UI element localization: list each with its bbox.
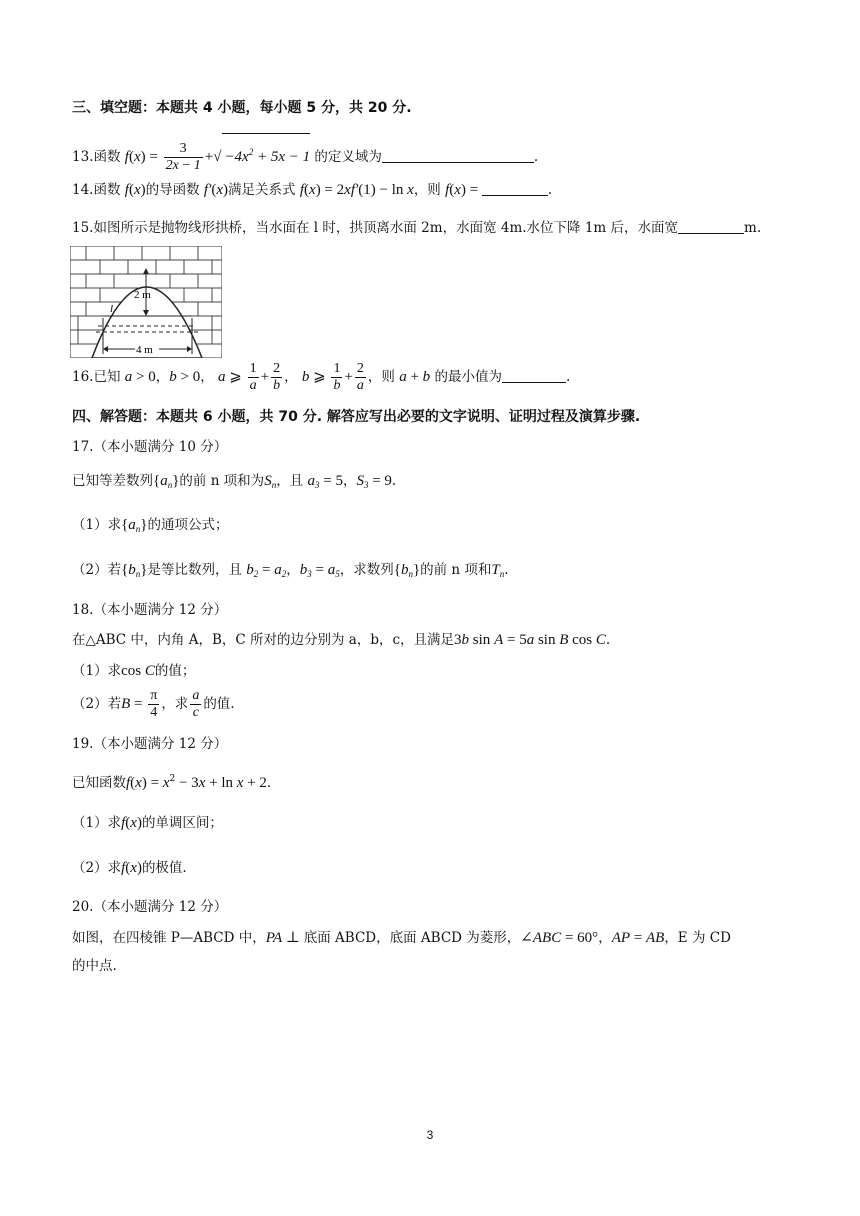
question-13: 13.函数 f(x) = $\frac{3}{2x - 1}$ +√ $-4x^2 + 5x - 1$ 的定义域为 . — [72, 133, 538, 175]
q15-unit: m. — [744, 220, 762, 236]
section4-heading: 四、解答题：本题共 6 小题，共 70 分. 解答应写出必要的文字说明、证明过程及演算步骤. — [72, 409, 641, 425]
q17-part2: （2）若$\{b_n\}$是等比数列，且 $b_2 = a_2$，$b_3 = a_5$，求数列$\{b_n\}$的前 n 项和$T_n$. — [72, 562, 509, 579]
q13-prefix: 函数 — [93, 149, 121, 165]
q19-header: 19.（本小题满分 12 分） — [72, 736, 228, 752]
q18-part2-c: 的值. — [203, 696, 235, 712]
q16-number: 16. — [72, 369, 94, 385]
q19-part1-b: 的单调区间； — [141, 815, 223, 831]
q20-line2: 的中点. — [72, 958, 117, 974]
q19-part2-b: 的极值. — [141, 860, 187, 876]
q14-text-3: ，则 — [413, 182, 441, 198]
q20-line1-b: 底面 ABCD，底面 ABCD 为菱形， — [303, 930, 521, 946]
q19-stem: 已知函数$f(x) = x^2 - 3x + \ln x + 2$. — [72, 774, 272, 791]
q19-stem-text: 已知函数 — [72, 775, 126, 791]
q20-line1: 如图，在四棱锥 P—ABCD 中，PA ⊥ 底面 ABCD，底面 ABCD 为菱形，∠ABC = 60°，AP = AB，E 为 CD — [72, 930, 731, 946]
q16-suffix: 的最小值为 — [434, 369, 502, 385]
page-number: 3 — [426, 1128, 434, 1142]
q17-part2-a: （2）若 — [72, 562, 122, 578]
q15-text: 如图所示是抛物线形拱桥，当水面在 l 时，拱顶离水面 2m，水面宽 4m.水位下降 1m 后，水面宽 — [93, 220, 679, 236]
q19-part1: （1）求f(x)的单调区间； — [72, 815, 223, 831]
question-14: 14.函数 f(x)的导函数 f′(x)满足关系式 f(x) = 2xf′(1) − ln x，则 f(x) = . — [72, 182, 553, 198]
q17-part1-a: （1）求 — [72, 517, 122, 533]
q20-line1-a: 如图，在四棱锥 P—ABCD 中， — [72, 930, 266, 946]
q14-text-1: 的导函数 — [145, 182, 200, 198]
q20-header: 20.（本小题满分 12 分） — [72, 899, 228, 915]
q18-part2-a: （2）若 — [72, 696, 122, 712]
question-16: 16.已知 a > 0，b > 0， a ⩾ $\frac{1}{a}$ + $\frac{2}{b}$ ， b ⩾ $\frac{1}{b}$ + $\frac{2}{a}$ ，则 a + b 的最小值为 . — [72, 361, 571, 393]
q17-part2-b: 是等比数列，且 — [147, 562, 242, 578]
section3-heading: 三、填空题：本题共 4 小题，每小题 5 分，共 20 分. — [72, 100, 412, 116]
height-label: 2 m — [134, 289, 151, 301]
q16-prefix: 已知 — [93, 369, 121, 385]
q15-answer-blank — [678, 219, 744, 234]
q20-line1-c: ，E 为 CD — [664, 930, 731, 946]
q14-text-2: 满足关系式 — [228, 182, 296, 198]
q13-answer-blank — [382, 148, 534, 163]
q13-suffix: 的定义域为 — [314, 149, 382, 165]
q14-prefix: 函数 — [93, 182, 121, 198]
q15-number: 15. — [72, 220, 94, 236]
q19-part1-a: （1）求 — [72, 815, 122, 831]
q17-part1: （1）求$\{a_n\}$的通项公式； — [72, 517, 229, 534]
q17-part2-d: 的前 n 项和 — [420, 562, 492, 578]
q13-fraction: $\frac{3}{2x - 1}$ — [165, 141, 201, 173]
q17-part1-b: 的通项公式； — [147, 517, 229, 533]
q17-stem-a: 已知等差数列 — [72, 473, 153, 489]
q17-stem: 已知等差数列$\{a_n\}$的前 n 项和为$S_n$，且 $a_3 = 5$，$S_3 = 9$. — [72, 473, 397, 490]
q19-part2: （2）求f(x)的极值. — [72, 860, 187, 876]
q17-stem-c: ，且 — [276, 473, 304, 489]
arch-bridge-figure — [70, 246, 222, 358]
q16-answer-blank — [502, 368, 566, 383]
l-label: l — [110, 303, 114, 315]
width-label: 4 m — [136, 344, 153, 356]
q18-stem: 在△ABC 中，内角 A，B，C 所对的边分别为 a，b，c，且满足3b sin A = 5a sin B cos C. — [72, 632, 611, 648]
q18-stem-text: 在△ABC 中，内角 A，B，C 所对的边分别为 a，b，c，且满足 — [72, 632, 455, 648]
question-15 — [72, 218, 761, 238]
q18-part1-a: （1）求 — [72, 663, 122, 679]
q18-part1: （1）求cos C的值； — [72, 663, 196, 679]
q13-number: 13. — [72, 149, 94, 165]
q18-part1-b: 的值； — [154, 663, 196, 679]
q14-answer-blank — [482, 181, 548, 196]
q18-part2: （2）若B = $\frac{\pi}{4}$ ，求 $\frac{a}{c}$ 的值. — [72, 688, 235, 720]
q17-stem-b: 的前 n 项和为 — [179, 473, 265, 489]
q18-part2-b: ，求 — [161, 696, 189, 712]
q17-header: 17.（本小题满分 10 分） — [72, 439, 228, 455]
q18-header: 18.（本小题满分 12 分） — [72, 602, 228, 618]
q17-part2-c: ，求数列 — [339, 562, 394, 578]
q19-part2-a: （2）求 — [72, 860, 122, 876]
q14-number: 14. — [72, 182, 94, 198]
